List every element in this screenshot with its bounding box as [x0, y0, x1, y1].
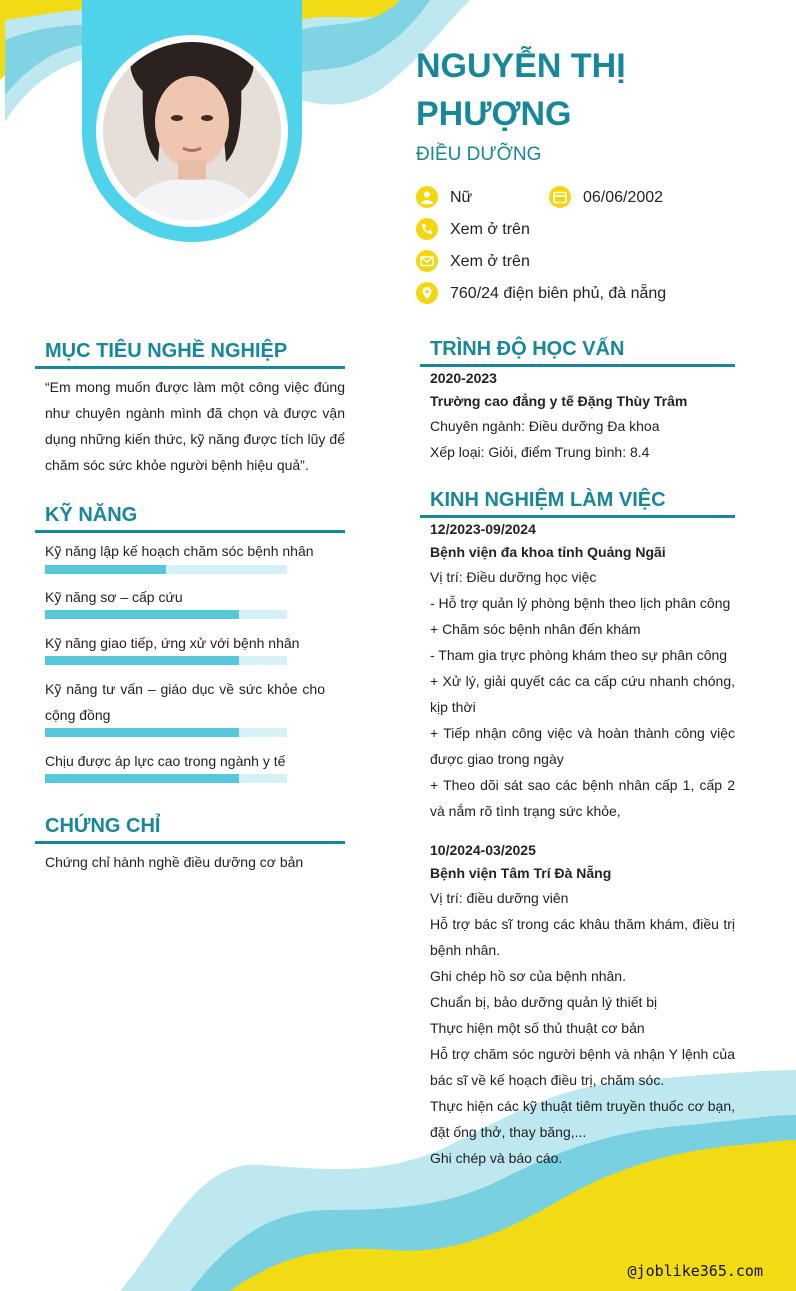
skill-bar: [45, 774, 287, 783]
experience-heading: KINH NGHIỆM LÀM VIỆC: [430, 489, 666, 511]
job-line: Ghi chép và báo cáo.: [430, 1150, 563, 1166]
birthday-value: 06/06/2002: [583, 189, 664, 206]
job-line: - Tham gia trực phòng khám theo sự phân công: [430, 647, 728, 663]
skill-bar-fill: [45, 656, 239, 665]
certificates-divider: [35, 841, 345, 844]
candidate-name: NGUYỄN THỊ PHƯỢNG: [416, 47, 626, 133]
skill-bar: [45, 656, 287, 665]
job-line: Chuẩn bị, bảo dưỡng quản lý thiết bị: [430, 994, 658, 1010]
objective-divider: [35, 366, 345, 369]
watermark: @joblike365.com: [627, 1262, 763, 1280]
skill-bar: [45, 728, 287, 737]
email-value: Xem ở trên: [450, 253, 530, 270]
skill-bar: [45, 565, 287, 574]
job-title: ĐIỀU DƯỠNG: [416, 144, 542, 165]
skill-bar: [45, 610, 287, 619]
job-line: Vị trí: điều dưỡng viên: [430, 890, 569, 906]
skill-bar-fill: [45, 774, 239, 783]
person-icon: [416, 186, 438, 208]
job-line: Thực hiện các kỹ thuật tiêm truyền thuốc cơ bạn, đặt ống thở, thay băng,...: [430, 1098, 735, 1140]
certificates-heading: CHỨNG CHỈ: [45, 815, 161, 837]
education-major: Chuyên ngành: Điều dưỡng Đa khoa: [430, 418, 660, 434]
skills-heading: KỸ NĂNG: [45, 504, 138, 526]
phone-icon: [416, 218, 438, 240]
job-line: + Chăm sóc bệnh nhân đến khám: [430, 621, 641, 637]
education-heading: TRÌNH ĐỘ HỌC VẤN: [430, 338, 625, 360]
mail-icon: [416, 250, 438, 272]
skill-bar-fill: [45, 565, 166, 574]
job-line: + Xử lý, giải quyết các ca cấp cứu nhanh chóng, kịp thời: [430, 673, 735, 715]
address-value: 760/24 điện biên phủ, đà nẵng: [450, 285, 667, 302]
job-line: Ghi chép hồ sơ của bệnh nhân.: [430, 968, 626, 984]
education-school: Trường cao đẳng y tế Đặng Thùy Trâm: [430, 393, 688, 409]
skill-label: Kỹ năng tư vấn – giáo dục về sức khỏe cho cộng đồng: [45, 681, 325, 723]
location-pin-icon: [416, 282, 438, 304]
objective-text: “Em mong muốn được làm một công việc đúng như chuyên ngành mình đã chọn và được vận dụng những kiến thức, kỹ năng được tích lũy để chăm sóc sức khỏe người bệnh hiệu quả”.: [45, 379, 345, 473]
job-company: Bệnh viện Tâm Trí Đà Nẵng: [430, 865, 612, 881]
phone-value: Xem ở trên: [450, 221, 530, 238]
job-line: Vị trí: Điều dưỡng học việc: [430, 569, 597, 585]
education-period: 2020-2023: [430, 370, 497, 386]
objective-heading: MỤC TIÊU NGHỀ NGHIỆP: [45, 340, 288, 362]
certificate-item: Chứng chỉ hành nghề điều dưỡng cơ bản: [45, 854, 304, 870]
skill-label: Kỹ năng giao tiếp, ứng xử với bệnh nhân: [45, 635, 300, 651]
job-period: 12/2023-09/2024: [430, 521, 536, 537]
job-period: 10/2024-03/2025: [430, 842, 536, 858]
job-line: - Hỗ trợ quản lý phòng bệnh theo lịch phân công: [430, 595, 731, 611]
job-line: Thực hiện một số thủ thuật cơ bản: [430, 1020, 645, 1036]
job-line: Hỗ trợ bác sĩ trong các khâu thăm khám, điều trị bệnh nhân.: [430, 916, 735, 958]
job-line: + Theo dõi sát sao các bệnh nhân cấp 1, cấp 2 và nắm rõ tình trạng sức khỏe,: [430, 777, 735, 819]
avatar: [103, 42, 281, 220]
education-grade: Xếp loại: Giỏi, điểm Trung bình: 8.4: [430, 444, 650, 460]
skill-bar-fill: [45, 610, 239, 619]
job-company: Bệnh viện đa khoa tỉnh Quảng Ngãi: [430, 544, 666, 560]
calendar-icon: [549, 186, 571, 208]
skill-label: Chịu được áp lực cao trong ngành y tế: [45, 753, 286, 769]
gender-value: Nữ: [450, 189, 473, 206]
job-line: + Tiếp nhận công việc và hoàn thành công việc được giao trong ngày: [430, 725, 735, 767]
skill-label: Kỹ năng sơ – cấp cứu: [45, 589, 183, 605]
skill-bar-fill: [45, 728, 239, 737]
skill-label: Kỹ năng lập kế hoạch chăm sóc bệnh nhân: [45, 543, 314, 559]
skills-divider: [35, 530, 345, 533]
job-line: Hỗ trợ chăm sóc người bệnh và nhận Y lệnh của bác sĩ về kế hoạch điều trị, chăm sóc.: [430, 1046, 735, 1088]
